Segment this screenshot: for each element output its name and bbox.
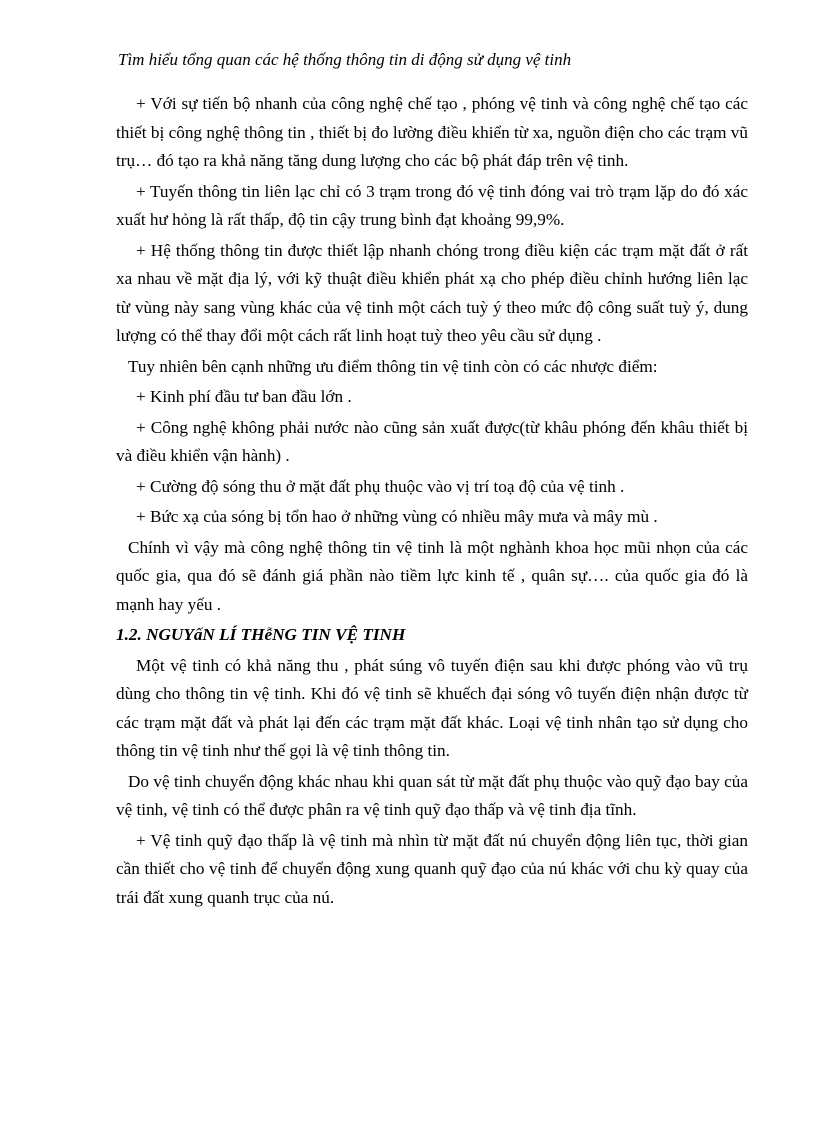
- paragraph-1: + Với sự tiến bộ nhanh của công nghệ chế tạo , phóng vệ tinh và công nghệ chế tạo các thiết bị công nghệ thông tin , thiết bị đo lường điều khiển từ xa, nguồn điện cho các trạm vũ trụ… đó tạo ra khả năng tăng dung lượng cho các bộ phát đáp trên vệ tinh.: [116, 94, 748, 170]
- paragraph-11: Do vệ tinh chuyển động khác nhau khi quan sát từ mặt đất phụ thuộc vào quỹ đạo bay của vệ tinh, vệ tinh có thể được phân ra vệ tinh quỹ đạo thấp và vệ tinh địa tĩnh.: [116, 771, 748, 819]
- page-header-title: Tìm hiểu tổng quan các hệ thống thông tin di động sử dụng vệ tinh: [118, 50, 572, 69]
- document-body: [116, 90, 748, 914]
- paragraph-9: Chính vì vậy mà công nghệ thông tin vệ tinh là một nghành khoa học mũi nhọn của các quốc gia, qua đó sẽ đánh giá phần nào tiềm lực kinh tế , quân sự…. của quốc gia đó là mạnh hay yếu .: [116, 537, 748, 614]
- paragraph-12: + Vệ tinh quỹ đạo thấp là vệ tinh mà nhìn từ mặt đất nú chuyển động liên tục, thời gian cần thiết cho vệ tinh để chuyển động xung quanh quỹ đạo của nú khác với chu kỳ quay của trái đất xung quanh trục của nú.: [116, 830, 748, 907]
- paragraph-8: + Bức xạ của sóng bị tổn hao ở những vùng có nhiều mây mưa và mây mù .: [136, 507, 658, 526]
- paragraph-5: + Kinh phí đầu tư ban đầu lớn .: [136, 387, 352, 406]
- section-heading: 1.2. NGUYấN LÍ THễNG TIN VỆ TINH: [116, 625, 406, 644]
- paragraph-2: + Tuyến thông tin liên lạc chỉ có 3 trạm trong đó vệ tinh đóng vai trò trạm lặp do đó xác xuất hư hỏng là rất thấp, độ tin cậy trung bình đạt khoảng 99,9%.: [116, 181, 748, 229]
- paragraph-7: + Cường độ sóng thu ở mặt đất phụ thuộc vào vị trí toạ độ của vệ tinh .: [136, 476, 625, 496]
- paragraph-10: Một vệ tinh có khả năng thu , phát súng vô tuyến điện sau khi được phóng vào vũ trụ dùng cho thông tin vệ tinh. Khi đó vệ tinh sẽ khuếch đại sóng vô tuyến điện nhận được từ các trạm mặt đất và phát lại đến các trạm mặt đất khác. Loại vệ tinh nhân tạo sử dụng cho thông tin vệ tinh như thế gọi là vệ tinh thông tin.: [116, 655, 748, 760]
- paragraph-4: Tuy nhiên bên cạnh những ưu điểm thông tin vệ tinh còn có các nhược điểm:: [128, 356, 658, 376]
- paragraph-6: + Công nghệ không phải nước nào cũng sản xuất được(từ khâu phóng đến khâu thiết bị và điều khiển vận hành) .: [116, 417, 748, 465]
- paragraph-3: + Hệ thống thông tin được thiết lập nhanh chóng trong điều kiện các trạm mặt đất ở rất xa nhau về mặt địa lý, với kỹ thuật điều khiển phát xạ cho phép điều chỉnh hướng liên lạc từ vùng này sang vùng khác của vệ tinh một cách tuỳ ý theo mức độ công suất tuỳ ý, dung lượng có thể thay đổi một cách rất linh hoạt tuỳ theo yêu cầu sử dụng .: [116, 240, 748, 345]
